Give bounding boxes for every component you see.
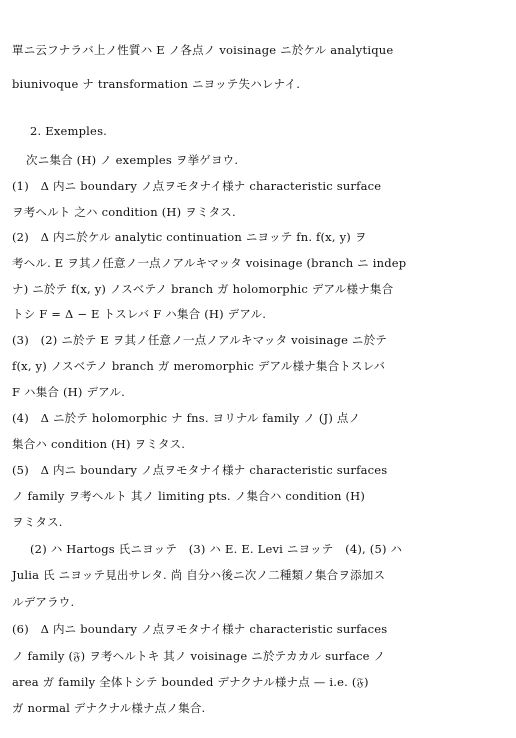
text-line-9: ナ) ニ於テ f(x, y) ノスベテノ branch ガ holomorphic デアル様ナ集合: [12, 282, 394, 296]
text-line-4: 次ニ集合 (H) ノ exemples ヲ挙ゲヨウ.: [26, 153, 239, 167]
text-line-12: f(x, y) ノスベテノ branch ガ meromorphic デアル様ナ集合トスレバ: [12, 359, 386, 373]
text-line-18: ヲミタス.: [12, 515, 63, 529]
text-line-7: (2) Δ 内ニ於ケル analytic continuation ニヨッテ fn. f(x, y) ヲ: [12, 230, 367, 244]
text-line-25: ガ normal デナクナル様ナ点ノ集合.: [12, 701, 206, 715]
text-line-16: (5) Δ 内ニ boundary ノ点ヲモタナイ様ナ characteristic surfaces: [12, 463, 388, 477]
text-line-5: (1) Δ 内ニ boundary ノ点ヲモタナイ様ナ characteristic surface: [12, 179, 382, 193]
text-line-6: ヲ考ヘルト 之ハ condition (H) ヲミタス.: [12, 205, 236, 219]
text-line-2: biunivoque ナ transformation ニヨッテ失ハレナイ.: [12, 77, 301, 91]
text-line-10: トシ F = Δ − E トスレバ F ハ集合 (H) デアル.: [12, 307, 267, 321]
text-line-21: ルデアラウ.: [12, 595, 75, 609]
text-line-22: (6) Δ 内ニ boundary ノ点ヲモタナイ様ナ characteristic surfaces: [12, 622, 388, 636]
text-line-1: 單ニ云フナラバ上ノ性質ハ E ノ各点ノ voisinage ニ於ケル analytique: [12, 43, 394, 57]
text-line-23: ノ family (𝔉) ヲ考ヘルトキ 其ノ voisinage ニ於テカカル surface ノ: [12, 649, 386, 663]
text-line-20: Julia 氏 ニヨッテ見出サレタ. 尚 自分ハ後ニ次ノ二種類ノ集合ヲ添加ス: [12, 568, 386, 582]
text-line-15: 集合ハ condition (H) ヲミタス.: [12, 437, 186, 451]
text-line-14: (4) Δ ニ於テ holomorphic ナ fns. ヨリナル family ノ (J) 点ノ: [12, 411, 361, 425]
text-line-19: (2) ハ Hartogs 氏ニヨッテ (3) ハ E. E. Levi ニヨッテ (4), (5) ハ: [30, 542, 403, 556]
text-line-17: ノ family ヲ考ヘルト 其ノ limiting pts. ノ集合ハ condition (H): [12, 489, 366, 503]
text-line-24: area ガ family 全体トシテ bounded デナクナル様ナ点 — i.e. (𝔉): [12, 675, 369, 689]
text-line-13: F ハ集合 (H) デアル.: [12, 385, 125, 399]
text-line-8: 考ヘル. E ヲ其ノ任意ノ一点ノアルキマッタ voisinage (branch ニ indep: [12, 256, 407, 270]
text-line-11: (3) (2) ニ於テ E ヲ其ノ任意ノ一点ノアルキマッタ voisinage ニ於テ: [12, 333, 388, 347]
section-heading: 2. Exemples.: [30, 124, 108, 138]
